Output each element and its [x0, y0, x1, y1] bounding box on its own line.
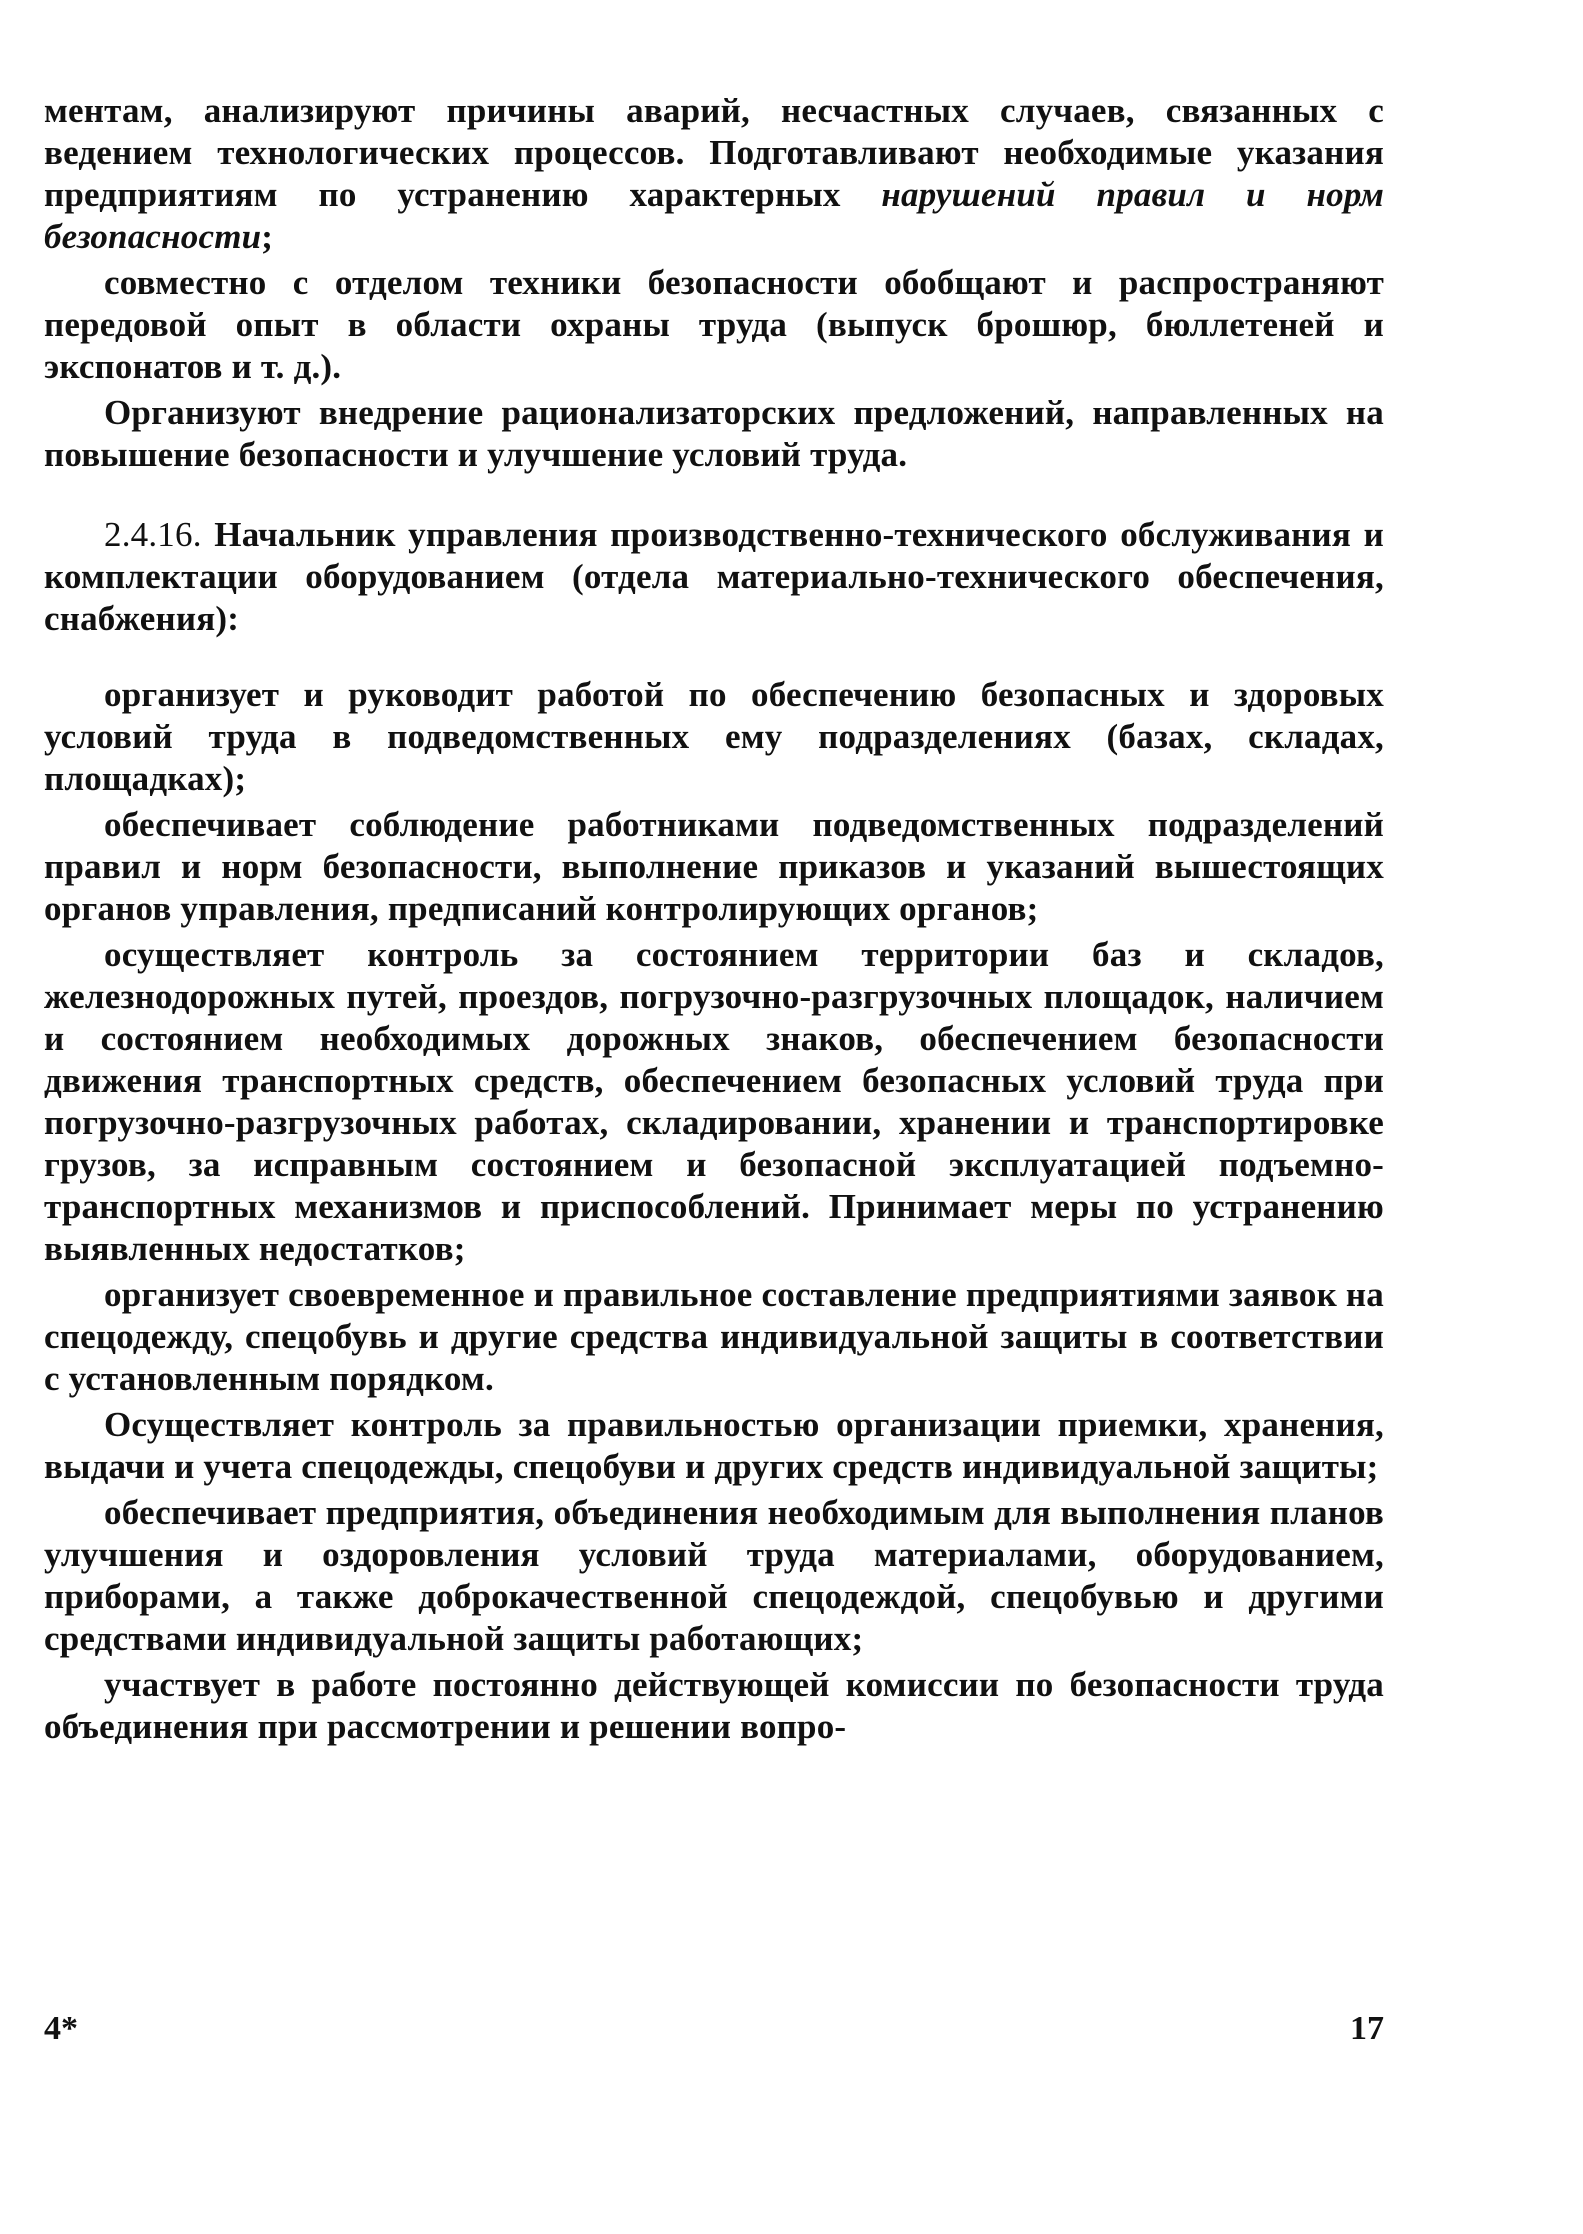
paragraph-1	[44, 90, 1384, 258]
body-paragraph: осуществляет контроль за состоянием территории баз и складов, железнодорожных путей, проездов, погрузочно-разгрузочных площадок, наличием и состоянием необходимых дорожных знаков, обеспечением безопасности движения транспортных средств, обеспечением безопасных условий труда при погрузочно-разгрузочных работах, складировании, хранении и транспортировке грузов, за исправным состоянием и безопасной эксплуатацией подъемно-транспортных механизмов и приспособлений. Принимает меры по устранению выявленных недостатков;	[44, 935, 1384, 1268]
signature-mark: 4*	[44, 2010, 78, 2047]
section-title: Начальник управления производственно-технического обслуживания и комплектации оборудованием (отдела материально-технического обеспечения, снабжения):	[44, 515, 1384, 638]
section-heading	[44, 514, 1384, 640]
paragraph-1-italic: нарушений правил и норм безопасности	[44, 175, 1384, 256]
page-number: 17	[1350, 2010, 1384, 2047]
body-paragraph: организует и руководит работой по обеспечению безопасных и здоровых условий труда в подведомственных ему подразделениях (базах, складах, площадках);	[44, 675, 1384, 798]
page-body	[44, 90, 1384, 1748]
body-paragraph: обеспечивает предприятия, объединения необходимым для выполнения планов улучшения и оздоровления условий труда материалами, оборудованием, приборами, а также доброкачественной спецодеждой, спецобувью и другими средствами индивидуальной защиты работающих;	[44, 1493, 1384, 1658]
paragraph-1-end: ;	[261, 217, 274, 256]
body-paragraph: участвует в работе постоянно действующей комиссии по безопасности труда объединения при рассмотрении и решении вопро-	[44, 1665, 1384, 1746]
section-number: 2.4.16.	[104, 515, 202, 554]
body-paragraph: Осуществляет контроль за правильностью организации приемки, хранения, выдачи и учета спецодежды, спецобуви и других средств индивидуальной защиты;	[44, 1405, 1384, 1486]
paragraph-3: Организуют внедрение рационализаторских предложений, направленных на повышение безопасности и улучшение условий труда.	[44, 393, 1384, 474]
paragraph-2: совместно с отделом техники безопасности обобщают и распространяют передовой опыт в области охраны труда (выпуск брошюр, бюллетеней и экспонатов и т. д.).	[44, 263, 1384, 386]
body-paragraph: обеспечивает соблюдение работниками подведомственных подразделений правил и норм безопасности, выполнение приказов и указаний вышестоящих органов управления, предписаний контролирующих органов;	[44, 805, 1384, 928]
body-paragraph: организует своевременное и правильное составление предприятиями заявок на спецодежду, спецобувь и другие средства индивидуальной защиты в соответствии с установленным порядком.	[44, 1275, 1384, 1398]
paragraph-1-text: ментам, анализируют причины аварий, несчастных случаев, связанных с ведением технологических процессов. Подготавливают необходимые указания предприятиям по устранению характерных	[44, 91, 1384, 214]
